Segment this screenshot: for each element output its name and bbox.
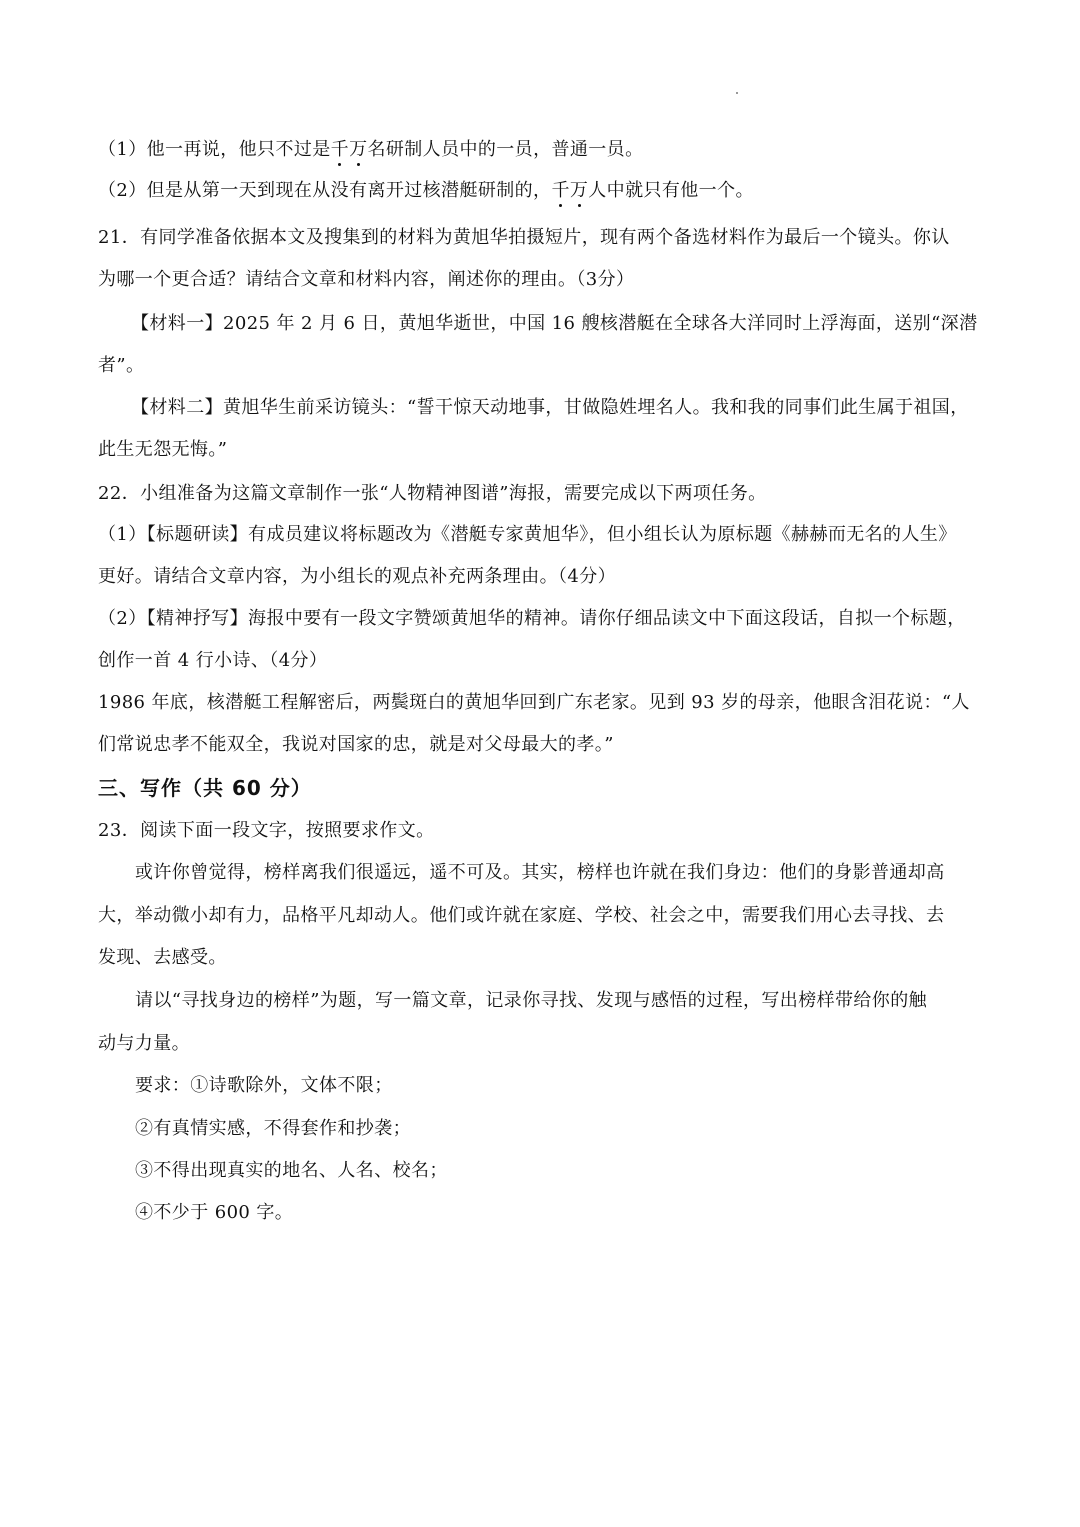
question-22-sub-1-line-1: （1）【标题研读】有成员建议将标题改为《潜艇专家黄旭华》，但小组长认为原标题《赫赫而无名的人生》 <box>98 524 957 545</box>
question-21-line-1: 21．有同学准备依据本文及搜集到的材料为黄旭华拍摄短片，现有两个备选材料作为最后一个镜头。你认 <box>98 227 950 248</box>
material-1-line-2: 者”。 <box>98 355 145 376</box>
sub-question-1 <box>98 137 643 163</box>
material-1-line-1: 【材料一】2025 年 2 月 6 日，黄旭华逝世，中国 16 艘核潜艇在全球各大洋同时上浮海面，送别“深潜 <box>131 313 978 334</box>
question-21-line-2: 为哪一个更合适？请结合文章和材料内容，阐述你的理由。（3分） <box>98 269 635 290</box>
sub-question-2 <box>98 178 754 204</box>
prompt-para-2-line-2: 动与力量。 <box>98 1033 190 1054</box>
question-23-line-1: 23．阅读下面一段文字，按照要求作文。 <box>98 820 435 841</box>
prompt-para-1-line-3: 发现、去感受。 <box>98 947 227 968</box>
requirement-2: ②有真情实感，不得套作和抄袭； <box>135 1118 411 1139</box>
question-22-sub-2-line-1: （2）【精神抒写】海报中要有一段文字赞颂黄旭华的精神。请你仔细品读文中下面这段话，自拟一个标题， <box>98 608 966 629</box>
scan-speck <box>736 92 738 94</box>
emphasis-char: 万 <box>570 178 588 204</box>
quote-line-1: 1986 年底，核潜艇工程解密后，两鬓斑白的黄旭华回到广东老家。见到 93 岁的母亲，他眼含泪花说：“人 <box>98 692 970 713</box>
emphasis-char: 千 <box>331 137 349 163</box>
question-22-sub-1-line-2: 更好。请结合文章内容，为小组长的观点补充两条理由。（4分） <box>98 566 617 587</box>
requirement-3: ③不得出现真实的地名、人名、校名； <box>135 1160 448 1181</box>
question-22-sub-2-line-2: 创作一首 4 行小诗、（4分） <box>98 650 328 671</box>
requirement-4: ④不少于 600 字。 <box>135 1202 294 1223</box>
quote-line-2: 们常说忠孝不能双全，我说对国家的忠，就是对父母最大的孝。” <box>98 734 614 755</box>
emphasis-char: 万 <box>349 137 367 163</box>
section-heading: 三、写作（共 60 分） <box>98 776 312 800</box>
sub-question-2-post: 人中就只有他一个。 <box>588 180 754 201</box>
material-2-line-2: 此生无怨无悔。” <box>98 439 228 460</box>
emphasis-char: 千 <box>551 178 569 204</box>
sub-question-1-post: 名研制人员中的一员，普通一员。 <box>367 139 644 160</box>
prompt-para-1-line-2: 大，举动微小却有力，品格平凡却动人。他们或许就在家庭、学校、社会之中，需要我们用心去寻找、去 <box>98 905 945 926</box>
requirement-1: 要求：①诗歌除外，文体不限； <box>135 1075 393 1096</box>
sub-question-1-pre: （1）他一再说，他只不过是 <box>98 139 331 160</box>
sub-question-2-pre: （2）但是从第一天到现在从没有离开过核潜艇研制的， <box>98 180 552 201</box>
prompt-para-2-line-1: 请以“寻找身边的榜样”为题，写一篇文章，记录你寻找、发现与感悟的过程，写出榜样带给你的触 <box>135 990 927 1011</box>
prompt-para-1-line-1: 或许你曾觉得，榜样离我们很遥远，遥不可及。其实，榜样也许就在我们身边：他们的身影普通却高 <box>135 862 945 883</box>
material-2-line-1: 【材料二】黄旭华生前采访镜头：“誓干惊天动地事，甘做隐姓埋名人。我和我的同事们此生属于祖国， <box>131 397 969 418</box>
question-22-line-1: 22．小组准备为这篇文章制作一张“人物精神图谱”海报，需要完成以下两项任务。 <box>98 483 767 504</box>
